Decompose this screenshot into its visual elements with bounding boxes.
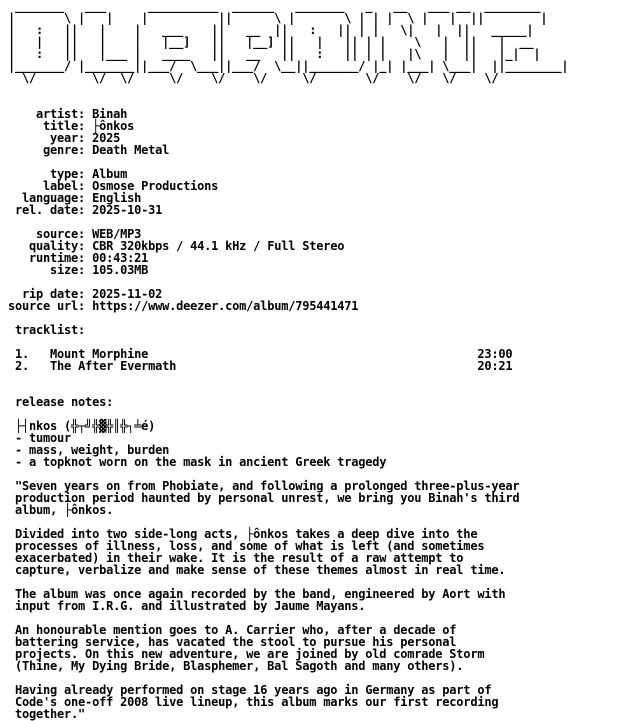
info-row-genre [8,144,568,156]
track-row [8,360,568,372]
rel-date-value: 2025-10-31 [92,203,163,217]
title-label: title: [43,119,86,133]
label-label: label: [43,179,86,193]
language-value: English [92,191,142,205]
release-note-text: production period haunted by personal unrest, we bring you Binah's third [15,491,520,505]
blank-line [8,312,568,324]
blank-line [8,372,568,384]
ascii-logo-line: |_______/ |_______||___/ \___||___/ \__||_______/ |_| |___| \___| ||________| [8,59,569,73]
ascii-logo-line: \/ \/ \/ \/ \/ \/ \/ \/ \/ \/ \/ [8,71,548,85]
release-note-text: input from I.R.G. and illustrated by Jaume Mayans. [15,599,366,613]
release-note-text: The album was once again recorded by the band, engineered by Aort with [15,587,506,601]
quality-value: CBR 320kbps / 44.1 kHz / Full Stereo [92,239,345,253]
genre-label: genre: [43,143,86,157]
release-note-text: - tumour [15,431,72,445]
release-notes-heading: release notes: [15,395,114,409]
ascii-logo-line: _______ ___ __________ ______ _______ _ __ ___ __ ________ [8,0,548,13]
genre-value: Death Metal [92,143,170,157]
release-note-line [8,420,568,432]
year-label: year: [50,131,86,145]
release-note-text: "Seven years on from Phobiate, and following a prolonged three-plus-year [15,479,520,493]
release-note-text: Having already performed on stage 16 years ago in Germany as part of [15,683,492,697]
release-note-text: - mass, weight, burden [15,443,170,457]
rip-date-label: rip date: [22,287,86,301]
release-note-text: battering service, has vacated the stool to pursue his personal [15,635,457,649]
language-label: language: [22,191,86,205]
release-note-text: ├┤nkos (╬┬╝╬▓╬║╬┐╧é) [15,419,156,433]
release-note-text: album, ├ônkos. [15,503,114,517]
nfo-text-document [8,0,568,720]
label-value: Osmose Productions [92,179,219,193]
rip-date-value: 2025-11-02 [92,287,163,301]
source-value: WEB/MP3 [92,227,142,241]
release-note-text: Code's one-off 2008 live lineup, this album marks our first recording [15,695,499,709]
type-label: type: [50,167,86,181]
release-note-text: (Thine, My Dying Bride, Blasphemer, Bal Sagoth and many others). [15,659,464,673]
blank-line [8,84,568,96]
release-note-line [8,504,568,516]
ascii-logo-line: | | || | | |__] || |__] || | || | | \ | || | __ [8,35,541,49]
release-note-text: Divided into two side-long acts, ├ônkos takes a deep dive into the [15,527,478,541]
release-note-text: processes of illness, loss, and some of what is left (and sometimes [15,539,485,553]
release-note-text: exacerbated) in their wake. It is the result of a raw attempt to [15,551,464,565]
ascii-logo-line: | : || |___ | ____ || __ || : || | | |\ | || |_| | [8,47,541,61]
tracklist-heading-row [8,324,568,336]
release-note-text: together." [15,707,86,721]
release-note-text: - a topknot worn on the mask in ancient Greek tragedy [15,455,387,469]
track-number: 2. [15,359,30,373]
source-url-value: https://www.deezer.com/album/795441471 [92,299,359,313]
title-value: ├ônkos [92,119,135,133]
track-title: The After Evermath [50,359,177,373]
artist-label: artist: [36,107,86,121]
rel-date-label: rel. date: [15,203,86,217]
track-number: 1. [15,347,30,361]
release-note-line [8,564,568,576]
info-row-source-url [8,300,568,312]
source-label: source: [36,227,86,241]
release-note-line [8,456,568,468]
type-value: Album [92,167,128,181]
runtime-label: runtime: [29,251,86,265]
info-row-size [8,264,568,276]
ascii-logo-line: | \ | | | || \ | \ | | | \ | | || | [8,11,548,25]
ascii-logo-line: | : || | | ___ || __ || : || | | \| | || _____| [8,23,534,37]
size-label: size: [50,263,86,277]
source-url-label: source url: [8,299,86,313]
track-title: Mount Morphine [50,347,149,361]
info-row-rel-date [8,204,568,216]
track-duration: 20:21 [477,359,513,373]
release-note-line [8,696,568,708]
release-note-line [8,660,568,672]
runtime-value: 00:43:21 [92,251,149,265]
artist-value: Binah [92,107,128,121]
release-notes-heading-row [8,396,568,408]
release-note-line [8,708,568,720]
release-note-text: capture, verbalize and make sense of these themes almost in real time. [15,563,506,577]
release-note-line [8,600,568,612]
tracklist-heading: tracklist: [15,323,86,337]
quality-label: quality: [29,239,86,253]
release-note-text: An honourable mention goes to A. Carrier who, after a decade of [15,623,457,637]
release-note-text: projects. On this new adventure, we are joined by old comrade Storm [15,647,485,661]
size-value: 105.03MB [92,263,149,277]
track-duration: 23:00 [477,347,513,361]
year-value: 2025 [92,131,121,145]
